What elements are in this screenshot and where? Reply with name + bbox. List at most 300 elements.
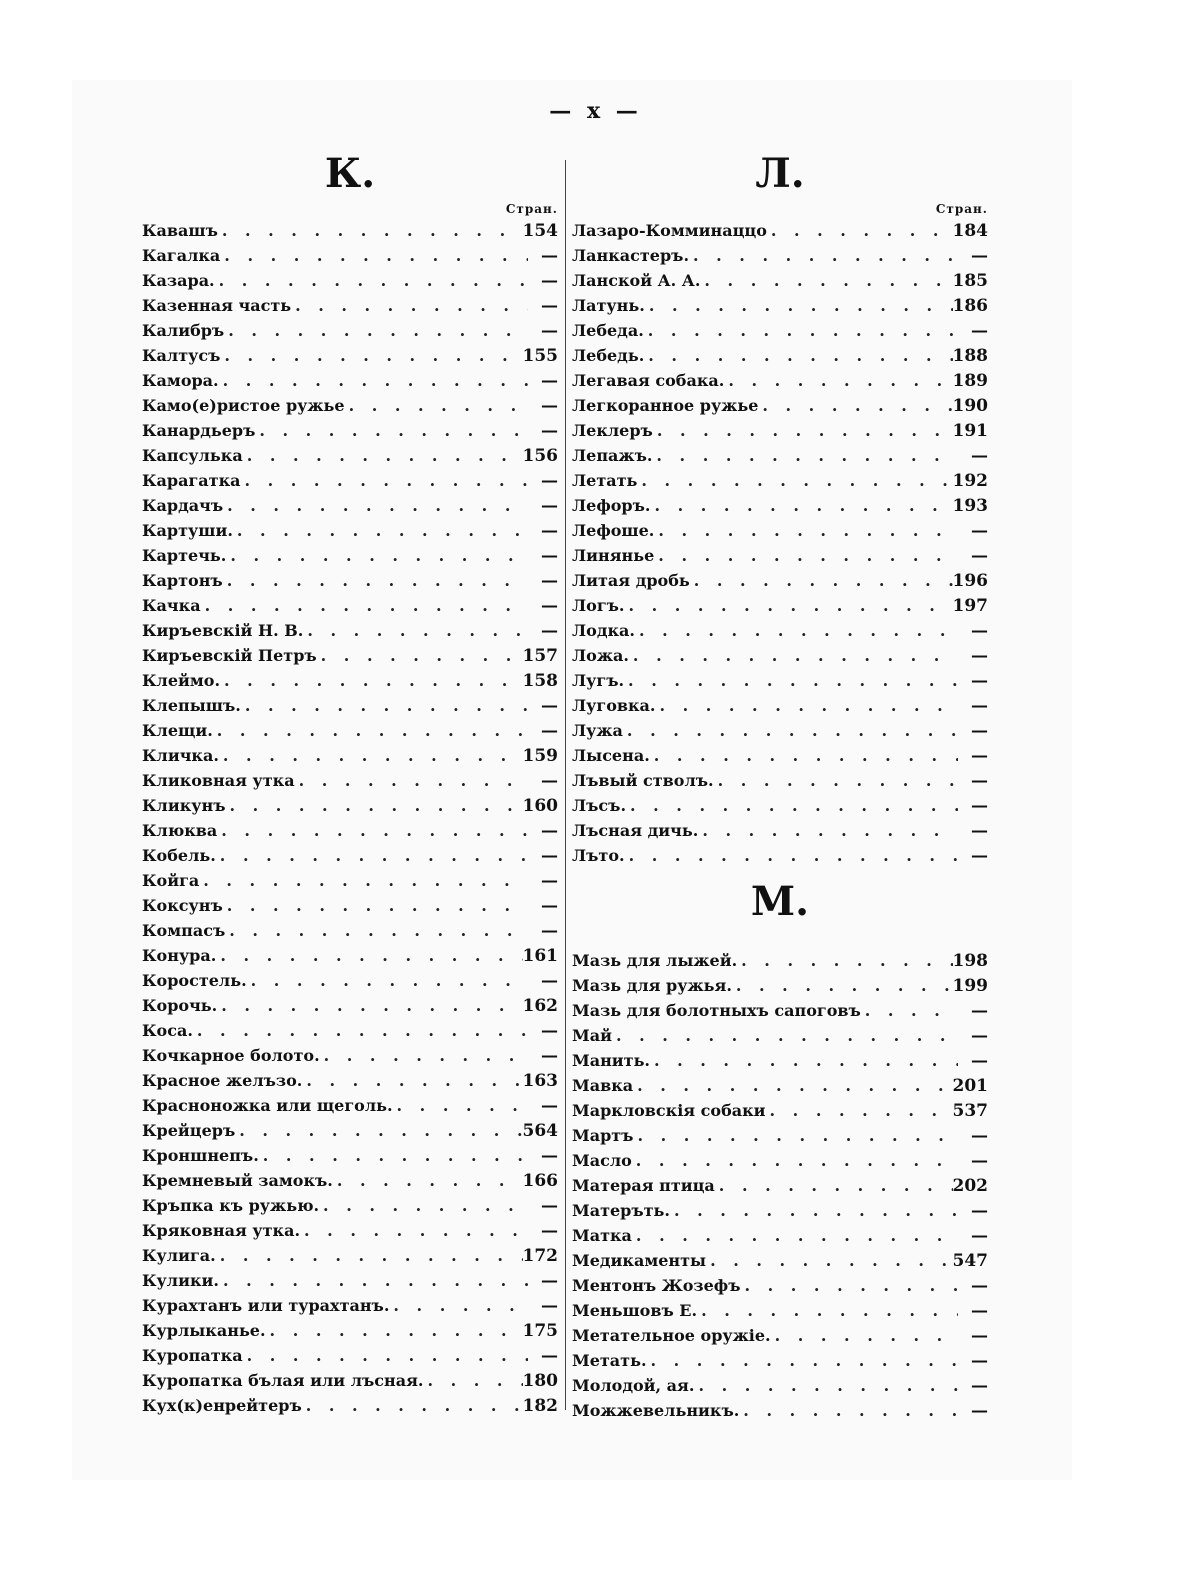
dot-leader bbox=[690, 568, 953, 593]
index-entry bbox=[572, 1123, 988, 1148]
entry-page-number: — bbox=[541, 1271, 558, 1291]
dot-leader bbox=[758, 393, 952, 418]
index-entry bbox=[142, 343, 558, 368]
entry-page-number: — bbox=[541, 521, 558, 541]
dot-leader bbox=[300, 1218, 528, 1243]
section-heading-k: К. bbox=[324, 150, 376, 197]
dot-leader bbox=[633, 1073, 952, 1098]
index-entry bbox=[572, 693, 988, 718]
entry-page-number: — bbox=[541, 721, 558, 741]
dot-leader bbox=[216, 943, 522, 968]
dot-leader bbox=[255, 418, 528, 443]
entry-term: Мартъ bbox=[572, 1126, 634, 1145]
index-entry bbox=[572, 443, 988, 468]
index-entry bbox=[142, 218, 558, 243]
entry-page-number: — bbox=[971, 1276, 988, 1296]
index-entry bbox=[142, 1243, 558, 1268]
entry-term: Кух(к)енрейтеръ bbox=[142, 1396, 302, 1415]
dot-leader bbox=[319, 1193, 528, 1218]
dot-leader bbox=[732, 973, 953, 998]
entry-page-number: 196 bbox=[952, 571, 988, 591]
entry-page-number: — bbox=[541, 921, 558, 941]
entry-term: Казара. bbox=[142, 271, 215, 290]
entry-term: Кулига. bbox=[142, 1246, 216, 1265]
dot-leader bbox=[199, 868, 528, 893]
index-entry bbox=[142, 618, 558, 643]
entry-term: Ланской А. А. bbox=[572, 271, 701, 290]
entry-term: Калтусъ bbox=[142, 346, 221, 365]
index-entry bbox=[142, 1043, 558, 1068]
entry-page-number: 191 bbox=[952, 421, 988, 441]
entry-term: Красноножка или щеголь. bbox=[142, 1096, 393, 1115]
entry-page-number: 198 bbox=[952, 951, 988, 971]
index-entry bbox=[572, 1323, 988, 1348]
entry-term: Мазь для ружья. bbox=[572, 976, 732, 995]
entry-page-number: 192 bbox=[952, 471, 988, 491]
entry-page-number: — bbox=[541, 546, 558, 566]
entry-term: Клеймо. bbox=[142, 671, 221, 690]
entry-page-number: — bbox=[971, 1151, 988, 1171]
dot-leader bbox=[632, 1148, 958, 1173]
entry-term: Кликунъ bbox=[142, 796, 226, 815]
entry-term: Красное желъзо. bbox=[142, 1071, 303, 1090]
entry-page-number: 185 bbox=[952, 271, 988, 291]
dot-leader bbox=[694, 1373, 958, 1398]
entry-page-number: — bbox=[541, 321, 558, 341]
entry-term: Лазаро-Комминаццо bbox=[572, 221, 767, 240]
dot-leader bbox=[654, 543, 958, 568]
entry-term: Май bbox=[572, 1026, 612, 1045]
entry-term: Матерая птица bbox=[572, 1176, 715, 1195]
index-entry bbox=[142, 518, 558, 543]
entry-page-number: — bbox=[541, 821, 558, 841]
entry-list-m bbox=[572, 948, 988, 1423]
index-entry bbox=[142, 268, 558, 293]
index-entry bbox=[572, 1373, 988, 1398]
entry-term: Лебедь. bbox=[572, 346, 645, 365]
dot-leader bbox=[235, 1118, 522, 1143]
entry-page-number: 159 bbox=[522, 746, 558, 766]
entry-page-number: 161 bbox=[522, 946, 558, 966]
entry-term: Лепажъ. bbox=[572, 446, 653, 465]
dot-leader bbox=[698, 818, 958, 843]
index-entry bbox=[572, 318, 988, 343]
entry-page-number: — bbox=[971, 1001, 988, 1021]
entry-term: Лебеда. bbox=[572, 321, 644, 340]
entry-page-number: — bbox=[971, 846, 988, 866]
index-entry bbox=[572, 1073, 988, 1098]
index-entry bbox=[572, 768, 988, 793]
entry-page-number: 175 bbox=[522, 1321, 558, 1341]
dot-leader bbox=[724, 368, 952, 393]
dot-leader bbox=[218, 218, 523, 243]
dot-leader bbox=[670, 1198, 958, 1223]
dot-leader bbox=[233, 518, 528, 543]
entry-term: Молодой, ая. bbox=[572, 1376, 695, 1395]
index-entry bbox=[572, 218, 988, 243]
index-entry bbox=[142, 693, 558, 718]
dot-leader bbox=[220, 243, 528, 268]
index-entry bbox=[572, 998, 988, 1023]
index-entry bbox=[572, 368, 988, 393]
entry-term: Картуши. bbox=[142, 521, 233, 540]
entry-page-number: — bbox=[971, 646, 988, 666]
dot-leader bbox=[193, 1018, 528, 1043]
entry-term: Метать. bbox=[572, 1351, 647, 1370]
index-entry bbox=[142, 1393, 558, 1418]
entry-page-number: — bbox=[541, 371, 558, 391]
index-entry bbox=[572, 518, 988, 543]
index-entry bbox=[142, 293, 558, 318]
dot-leader bbox=[714, 768, 958, 793]
entry-term: Легкоранное ружье bbox=[572, 396, 759, 415]
index-entry bbox=[572, 1198, 988, 1223]
entry-page-number: 166 bbox=[522, 1171, 558, 1191]
entry-term: Ланкастеръ. bbox=[572, 246, 690, 265]
entry-term: Лефоше. bbox=[572, 521, 655, 540]
entry-term: Манить. bbox=[572, 1051, 650, 1070]
entry-page-number: — bbox=[971, 1051, 988, 1071]
entry-page-number: — bbox=[971, 1401, 988, 1421]
entry-term: Лысена. bbox=[572, 746, 650, 765]
dot-leader bbox=[612, 1023, 958, 1048]
entry-term: Киръевскій Н. В. bbox=[142, 621, 304, 640]
entry-term: Клещи. bbox=[142, 721, 213, 740]
entry-term: Лъто. bbox=[572, 846, 625, 865]
dot-leader bbox=[241, 693, 528, 718]
entry-term: Кличка. bbox=[142, 746, 219, 765]
dot-leader bbox=[243, 443, 523, 468]
entry-page-number: — bbox=[541, 496, 558, 516]
entry-term: Летать bbox=[572, 471, 638, 490]
column-l-m bbox=[572, 148, 988, 1423]
entry-term: Компасъ bbox=[142, 921, 226, 940]
dot-leader bbox=[652, 443, 958, 468]
dot-leader bbox=[223, 568, 528, 593]
dot-leader bbox=[647, 1348, 958, 1373]
entry-page-number: 156 bbox=[522, 446, 558, 466]
index-entry bbox=[142, 718, 558, 743]
dot-leader bbox=[645, 293, 953, 318]
entry-term: Кагалка bbox=[142, 246, 221, 265]
index-entry bbox=[572, 618, 988, 643]
entry-term: Мазь для лыжей. bbox=[572, 951, 738, 970]
dot-leader bbox=[217, 993, 522, 1018]
index-entry bbox=[572, 718, 988, 743]
dot-leader bbox=[644, 318, 958, 343]
index-entry bbox=[572, 543, 988, 568]
entry-term: Картечь. bbox=[142, 546, 227, 565]
entry-page-number: — bbox=[541, 896, 558, 916]
entry-page-number: — bbox=[541, 296, 558, 316]
index-entry bbox=[142, 893, 558, 918]
entry-page-number: — bbox=[541, 471, 558, 491]
dot-leader bbox=[333, 1168, 523, 1193]
index-entry bbox=[142, 968, 558, 993]
entry-term: Кавашъ bbox=[142, 221, 218, 240]
entry-term: Лъсъ. bbox=[572, 796, 627, 815]
entry-term: Конура. bbox=[142, 946, 217, 965]
dot-leader bbox=[303, 618, 528, 643]
index-entry bbox=[142, 1268, 558, 1293]
page-number: — x — bbox=[549, 98, 642, 124]
entry-term: Коксунъ bbox=[142, 896, 223, 915]
entry-term: Легавая собака. bbox=[572, 371, 725, 390]
dot-leader bbox=[655, 693, 958, 718]
dot-leader bbox=[653, 418, 953, 443]
entry-term: Калибръ bbox=[142, 321, 225, 340]
entry-page-number: — bbox=[971, 721, 988, 741]
entry-page-number: — bbox=[971, 1201, 988, 1221]
entry-page-number: 190 bbox=[952, 396, 988, 416]
entry-term: Качка bbox=[142, 596, 201, 615]
index-entry bbox=[142, 1018, 558, 1043]
index-entry bbox=[572, 243, 988, 268]
dot-leader bbox=[650, 743, 958, 768]
entry-term: Кръпка къ ружью. bbox=[142, 1196, 320, 1215]
entry-list-k bbox=[142, 218, 558, 1418]
dot-leader bbox=[715, 1173, 953, 1198]
dot-leader bbox=[741, 1273, 959, 1298]
entry-term: Курлыканье. bbox=[142, 1321, 266, 1340]
entry-page-number: — bbox=[541, 871, 558, 891]
entry-term: Кулики. bbox=[142, 1271, 219, 1290]
index-entry bbox=[572, 568, 988, 593]
dot-leader bbox=[637, 468, 952, 493]
index-entry bbox=[142, 443, 558, 468]
index-entry bbox=[142, 1293, 558, 1318]
dot-leader bbox=[201, 593, 528, 618]
index-entry bbox=[142, 393, 558, 418]
index-entry bbox=[572, 1398, 988, 1423]
entry-term: Куропатка bbox=[142, 1346, 243, 1365]
entry-page-number: 564 bbox=[522, 1121, 558, 1141]
index-entry bbox=[142, 1168, 558, 1193]
entry-page-number: — bbox=[541, 1021, 558, 1041]
index-entry bbox=[572, 293, 988, 318]
dot-leader bbox=[625, 843, 958, 868]
entry-page-number: — bbox=[541, 1346, 558, 1366]
entry-page-number: — bbox=[541, 696, 558, 716]
index-entry bbox=[572, 343, 988, 368]
index-entry bbox=[572, 1023, 988, 1048]
dot-leader bbox=[389, 1293, 528, 1318]
index-entry bbox=[142, 243, 558, 268]
entry-page-number: — bbox=[971, 1376, 988, 1396]
entry-term: Казенная часть bbox=[142, 296, 292, 315]
dot-leader bbox=[223, 893, 528, 918]
entry-page-number: 184 bbox=[952, 221, 988, 241]
entry-term: Клюква bbox=[142, 821, 218, 840]
entry-page-number: — bbox=[541, 571, 558, 591]
dot-leader bbox=[623, 718, 958, 743]
index-entry bbox=[142, 993, 558, 1018]
entry-page-number: 186 bbox=[952, 296, 988, 316]
section-heading-m: М. bbox=[750, 878, 810, 925]
dot-leader bbox=[266, 1318, 523, 1343]
dot-leader bbox=[654, 518, 958, 543]
dot-leader bbox=[219, 368, 528, 393]
entry-term: Леклеръ bbox=[572, 421, 653, 440]
dot-leader bbox=[213, 718, 528, 743]
entry-term: Кочкарное болото. bbox=[142, 1046, 320, 1065]
entry-page-number: — bbox=[541, 1096, 558, 1116]
entry-term: Мавка bbox=[572, 1076, 634, 1095]
dot-leader bbox=[225, 793, 522, 818]
entry-term: Лодка. bbox=[572, 621, 635, 640]
entry-term: Куропатка бълая или лъсная. bbox=[142, 1371, 424, 1390]
index-entry bbox=[572, 643, 988, 668]
page-column-label: Стран. bbox=[505, 202, 558, 216]
dot-leader bbox=[861, 998, 958, 1023]
index-entry bbox=[572, 743, 988, 768]
index-entry bbox=[142, 543, 558, 568]
index-entry bbox=[572, 1173, 988, 1198]
index-entry bbox=[572, 843, 988, 868]
index-entry bbox=[572, 818, 988, 843]
index-entry bbox=[142, 1368, 558, 1393]
entry-page-number: — bbox=[971, 521, 988, 541]
entry-page-number: — bbox=[971, 696, 988, 716]
dot-leader bbox=[624, 668, 958, 693]
entry-page-number: — bbox=[971, 796, 988, 816]
entry-page-number: 547 bbox=[952, 1251, 988, 1271]
dot-leader bbox=[697, 1298, 958, 1323]
entry-term: Метательное оружіе. bbox=[572, 1326, 771, 1345]
dot-leader bbox=[216, 843, 528, 868]
index-entry bbox=[572, 418, 988, 443]
dot-leader bbox=[302, 1068, 522, 1093]
entry-term: Ложа. bbox=[572, 646, 629, 665]
entry-term: Кардачъ bbox=[142, 496, 224, 515]
entry-term: Кремневый замокъ. bbox=[142, 1171, 333, 1190]
dot-leader bbox=[240, 468, 528, 493]
index-entry bbox=[142, 818, 558, 843]
entry-term: Кроншнепъ. bbox=[142, 1146, 259, 1165]
index-entry bbox=[572, 1048, 988, 1073]
entry-term: Камора. bbox=[142, 371, 219, 390]
entry-term: Ментонъ Жозефъ bbox=[572, 1276, 741, 1295]
entry-page-number: — bbox=[541, 1046, 558, 1066]
index-entry bbox=[572, 493, 988, 518]
entry-page-number: — bbox=[971, 771, 988, 791]
entry-page-number: — bbox=[971, 821, 988, 841]
index-entry bbox=[572, 1223, 988, 1248]
entry-term: Матка bbox=[572, 1226, 632, 1245]
dot-leader bbox=[633, 1123, 958, 1148]
entry-page-number: — bbox=[541, 421, 558, 441]
entry-page-number: 182 bbox=[522, 1396, 558, 1416]
dot-leader bbox=[632, 1223, 958, 1248]
dot-leader bbox=[216, 1243, 523, 1268]
index-entry bbox=[142, 1118, 558, 1143]
entry-page-number: — bbox=[541, 846, 558, 866]
index-entry bbox=[572, 468, 988, 493]
index-entry bbox=[572, 1248, 988, 1273]
dot-leader bbox=[737, 948, 952, 973]
entry-page-number: — bbox=[971, 1301, 988, 1321]
entry-page-number: — bbox=[541, 596, 558, 616]
dot-leader bbox=[215, 268, 528, 293]
entry-term: Койга bbox=[142, 871, 200, 890]
dot-leader bbox=[219, 1268, 528, 1293]
index-entry bbox=[142, 843, 558, 868]
dot-leader bbox=[767, 218, 953, 243]
index-entry bbox=[142, 318, 558, 343]
index-entry bbox=[142, 1343, 558, 1368]
index-entry bbox=[572, 973, 988, 998]
index-entry bbox=[572, 1348, 988, 1373]
entry-term: Капсулька bbox=[142, 446, 243, 465]
dot-leader bbox=[739, 1398, 958, 1423]
entry-page-number: 163 bbox=[522, 1071, 558, 1091]
index-entry bbox=[572, 1148, 988, 1173]
index-entry bbox=[142, 793, 558, 818]
entry-term: Корочь. bbox=[142, 996, 218, 1015]
entry-page-number: 154 bbox=[522, 221, 558, 241]
index-entry bbox=[572, 1273, 988, 1298]
entry-term: Лугъ. bbox=[572, 671, 625, 690]
entry-term: Камо(е)ристое ружье bbox=[142, 396, 345, 415]
entry-term: Коростель. bbox=[142, 971, 247, 990]
dot-leader bbox=[629, 643, 958, 668]
entry-term: Карагатка bbox=[142, 471, 241, 490]
entry-page-number: — bbox=[971, 546, 988, 566]
index-entry bbox=[572, 268, 988, 293]
index-entry bbox=[142, 1093, 558, 1118]
dot-leader bbox=[219, 743, 523, 768]
entry-page-number: — bbox=[971, 1226, 988, 1246]
dot-leader bbox=[259, 1143, 528, 1168]
dot-leader bbox=[650, 493, 952, 518]
entry-page-number: — bbox=[541, 246, 558, 266]
dot-leader bbox=[295, 768, 528, 793]
entry-term: Кликовная утка bbox=[142, 771, 295, 790]
entry-page-number: — bbox=[971, 746, 988, 766]
entry-term: Крейцеръ bbox=[142, 1121, 236, 1140]
entry-page-number: 201 bbox=[952, 1076, 988, 1096]
entry-term: Кряковная утка. bbox=[142, 1221, 301, 1240]
entry-page-number: — bbox=[541, 1196, 558, 1216]
entry-term: Матеръть. bbox=[572, 1201, 670, 1220]
index-entry bbox=[572, 1098, 988, 1123]
dot-leader bbox=[650, 1048, 958, 1073]
index-entry bbox=[572, 668, 988, 693]
entry-term: Логъ. bbox=[572, 596, 625, 615]
entry-page-number: — bbox=[971, 621, 988, 641]
dot-leader bbox=[223, 493, 528, 518]
dot-leader bbox=[226, 543, 528, 568]
index-entry bbox=[142, 1143, 558, 1168]
entry-page-number: — bbox=[541, 971, 558, 991]
entry-page-number: 180 bbox=[522, 1371, 558, 1391]
entry-page-number: — bbox=[971, 246, 988, 266]
index-entry bbox=[142, 368, 558, 393]
entry-term: Меньшовъ Е. bbox=[572, 1301, 698, 1320]
entry-page-number: — bbox=[971, 1026, 988, 1046]
entry-term: Лужа bbox=[572, 721, 623, 740]
dot-leader bbox=[224, 318, 528, 343]
dot-leader bbox=[393, 1093, 528, 1118]
entry-term: Киръевскій Петръ bbox=[142, 646, 317, 665]
dot-leader bbox=[766, 1098, 953, 1123]
index-entry bbox=[142, 1068, 558, 1093]
entry-page-number: 172 bbox=[522, 1246, 558, 1266]
index-entry bbox=[572, 793, 988, 818]
entry-page-number: — bbox=[541, 396, 558, 416]
dot-leader bbox=[302, 1393, 523, 1418]
entry-page-number: — bbox=[541, 1221, 558, 1241]
